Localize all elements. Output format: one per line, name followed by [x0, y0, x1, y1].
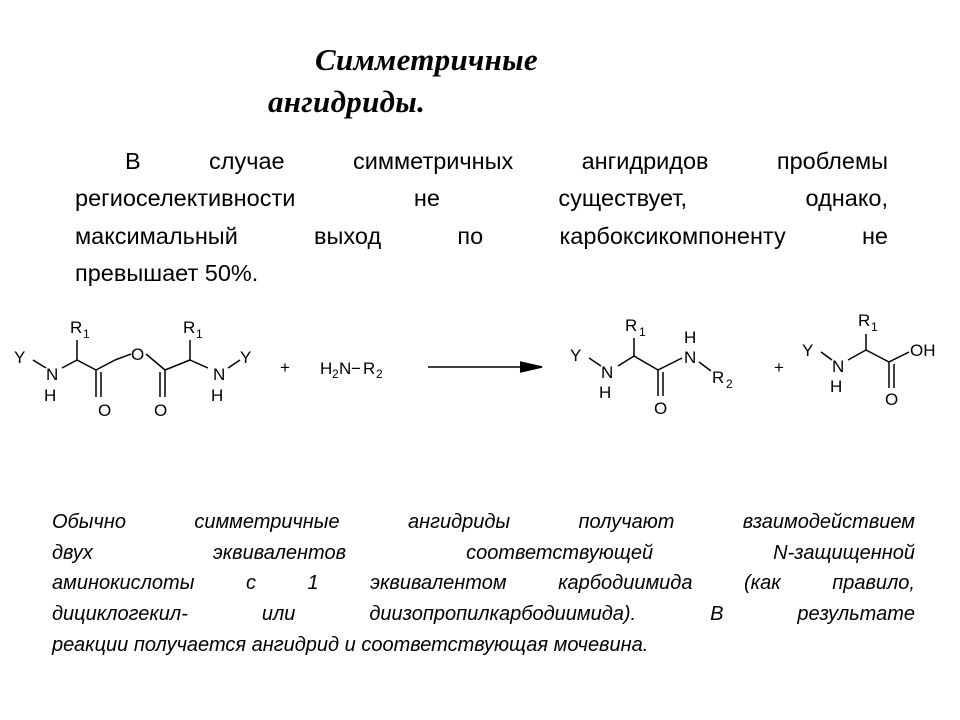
note-line: Обычно симметричные ангидриды получают взаимодействием	[52, 511, 915, 533]
label-sub-2: 2	[726, 377, 733, 391]
intro-line: максимальный выход по карбоксикомпоненту не	[75, 222, 888, 249]
label-h: H	[211, 386, 224, 405]
note-line: двух эквивалентов соответствующей N-защищенной	[52, 541, 915, 564]
amine-n: N	[339, 359, 352, 378]
slide-title-line-2: ангидриды.	[268, 84, 426, 119]
label-y: Y	[802, 341, 814, 360]
slide-title-line-1: Симметричные	[315, 42, 538, 77]
amine-sub-2: 2	[376, 367, 383, 381]
label-y: Y	[240, 348, 252, 367]
intro-line: региоселективности не существует, однако,	[75, 185, 888, 212]
label-r: R	[183, 318, 196, 337]
label-o: O	[131, 345, 145, 364]
label-r: R	[858, 311, 871, 330]
label-r: R	[712, 368, 725, 387]
label-r: R	[70, 318, 83, 337]
note-line: аминокислоты с 1 эквивалентом карбодиимида (как правило,	[52, 572, 915, 595]
plus-sign: +	[774, 358, 784, 377]
label-n: N	[46, 365, 59, 384]
amine-r: R	[363, 359, 376, 378]
amine-dash: −	[351, 359, 361, 378]
label-n: N	[601, 363, 614, 382]
label-sub-1: 1	[196, 327, 203, 341]
label-n: N	[832, 357, 845, 376]
amide-product	[570, 316, 733, 418]
label-o: O	[885, 390, 899, 409]
acid-product	[802, 311, 936, 409]
label-sub-1: 1	[83, 327, 90, 341]
amine-sub-2: 2	[332, 367, 339, 381]
note-paragraph	[52, 507, 915, 661]
label-n: N	[213, 365, 226, 384]
label-h: H	[830, 377, 843, 396]
intro-line: превышает 50%.	[75, 259, 259, 286]
symmetric-anhydride	[14, 318, 251, 420]
plus-sign: +	[280, 358, 290, 377]
label-y: Y	[14, 348, 26, 367]
amine-h: H	[320, 359, 333, 378]
reaction-scheme	[0, 300, 960, 430]
label-r: R	[625, 316, 638, 335]
label-y: Y	[570, 346, 582, 365]
label-h: H	[599, 383, 612, 402]
reaction-arrow	[428, 362, 542, 372]
intro-line: В случае симметричных ангидридов проблемы	[125, 148, 888, 174]
label-oh: OH	[910, 341, 936, 360]
note-line: дициклогекил- или диизопропилкарбодиимида). В результате	[52, 603, 915, 626]
label-h: H	[44, 386, 57, 405]
label-sub-1: 1	[639, 325, 646, 339]
intro-paragraph	[75, 143, 888, 292]
amine	[320, 359, 383, 381]
label-o: O	[98, 401, 112, 420]
label-h: H	[684, 328, 697, 347]
label-sub-1: 1	[871, 320, 878, 334]
note-line: реакции получается ангидрид и соответствующая мочевина.	[52, 633, 649, 656]
label-o: O	[654, 399, 668, 418]
label-n: N	[684, 348, 697, 367]
label-o: O	[154, 401, 168, 420]
